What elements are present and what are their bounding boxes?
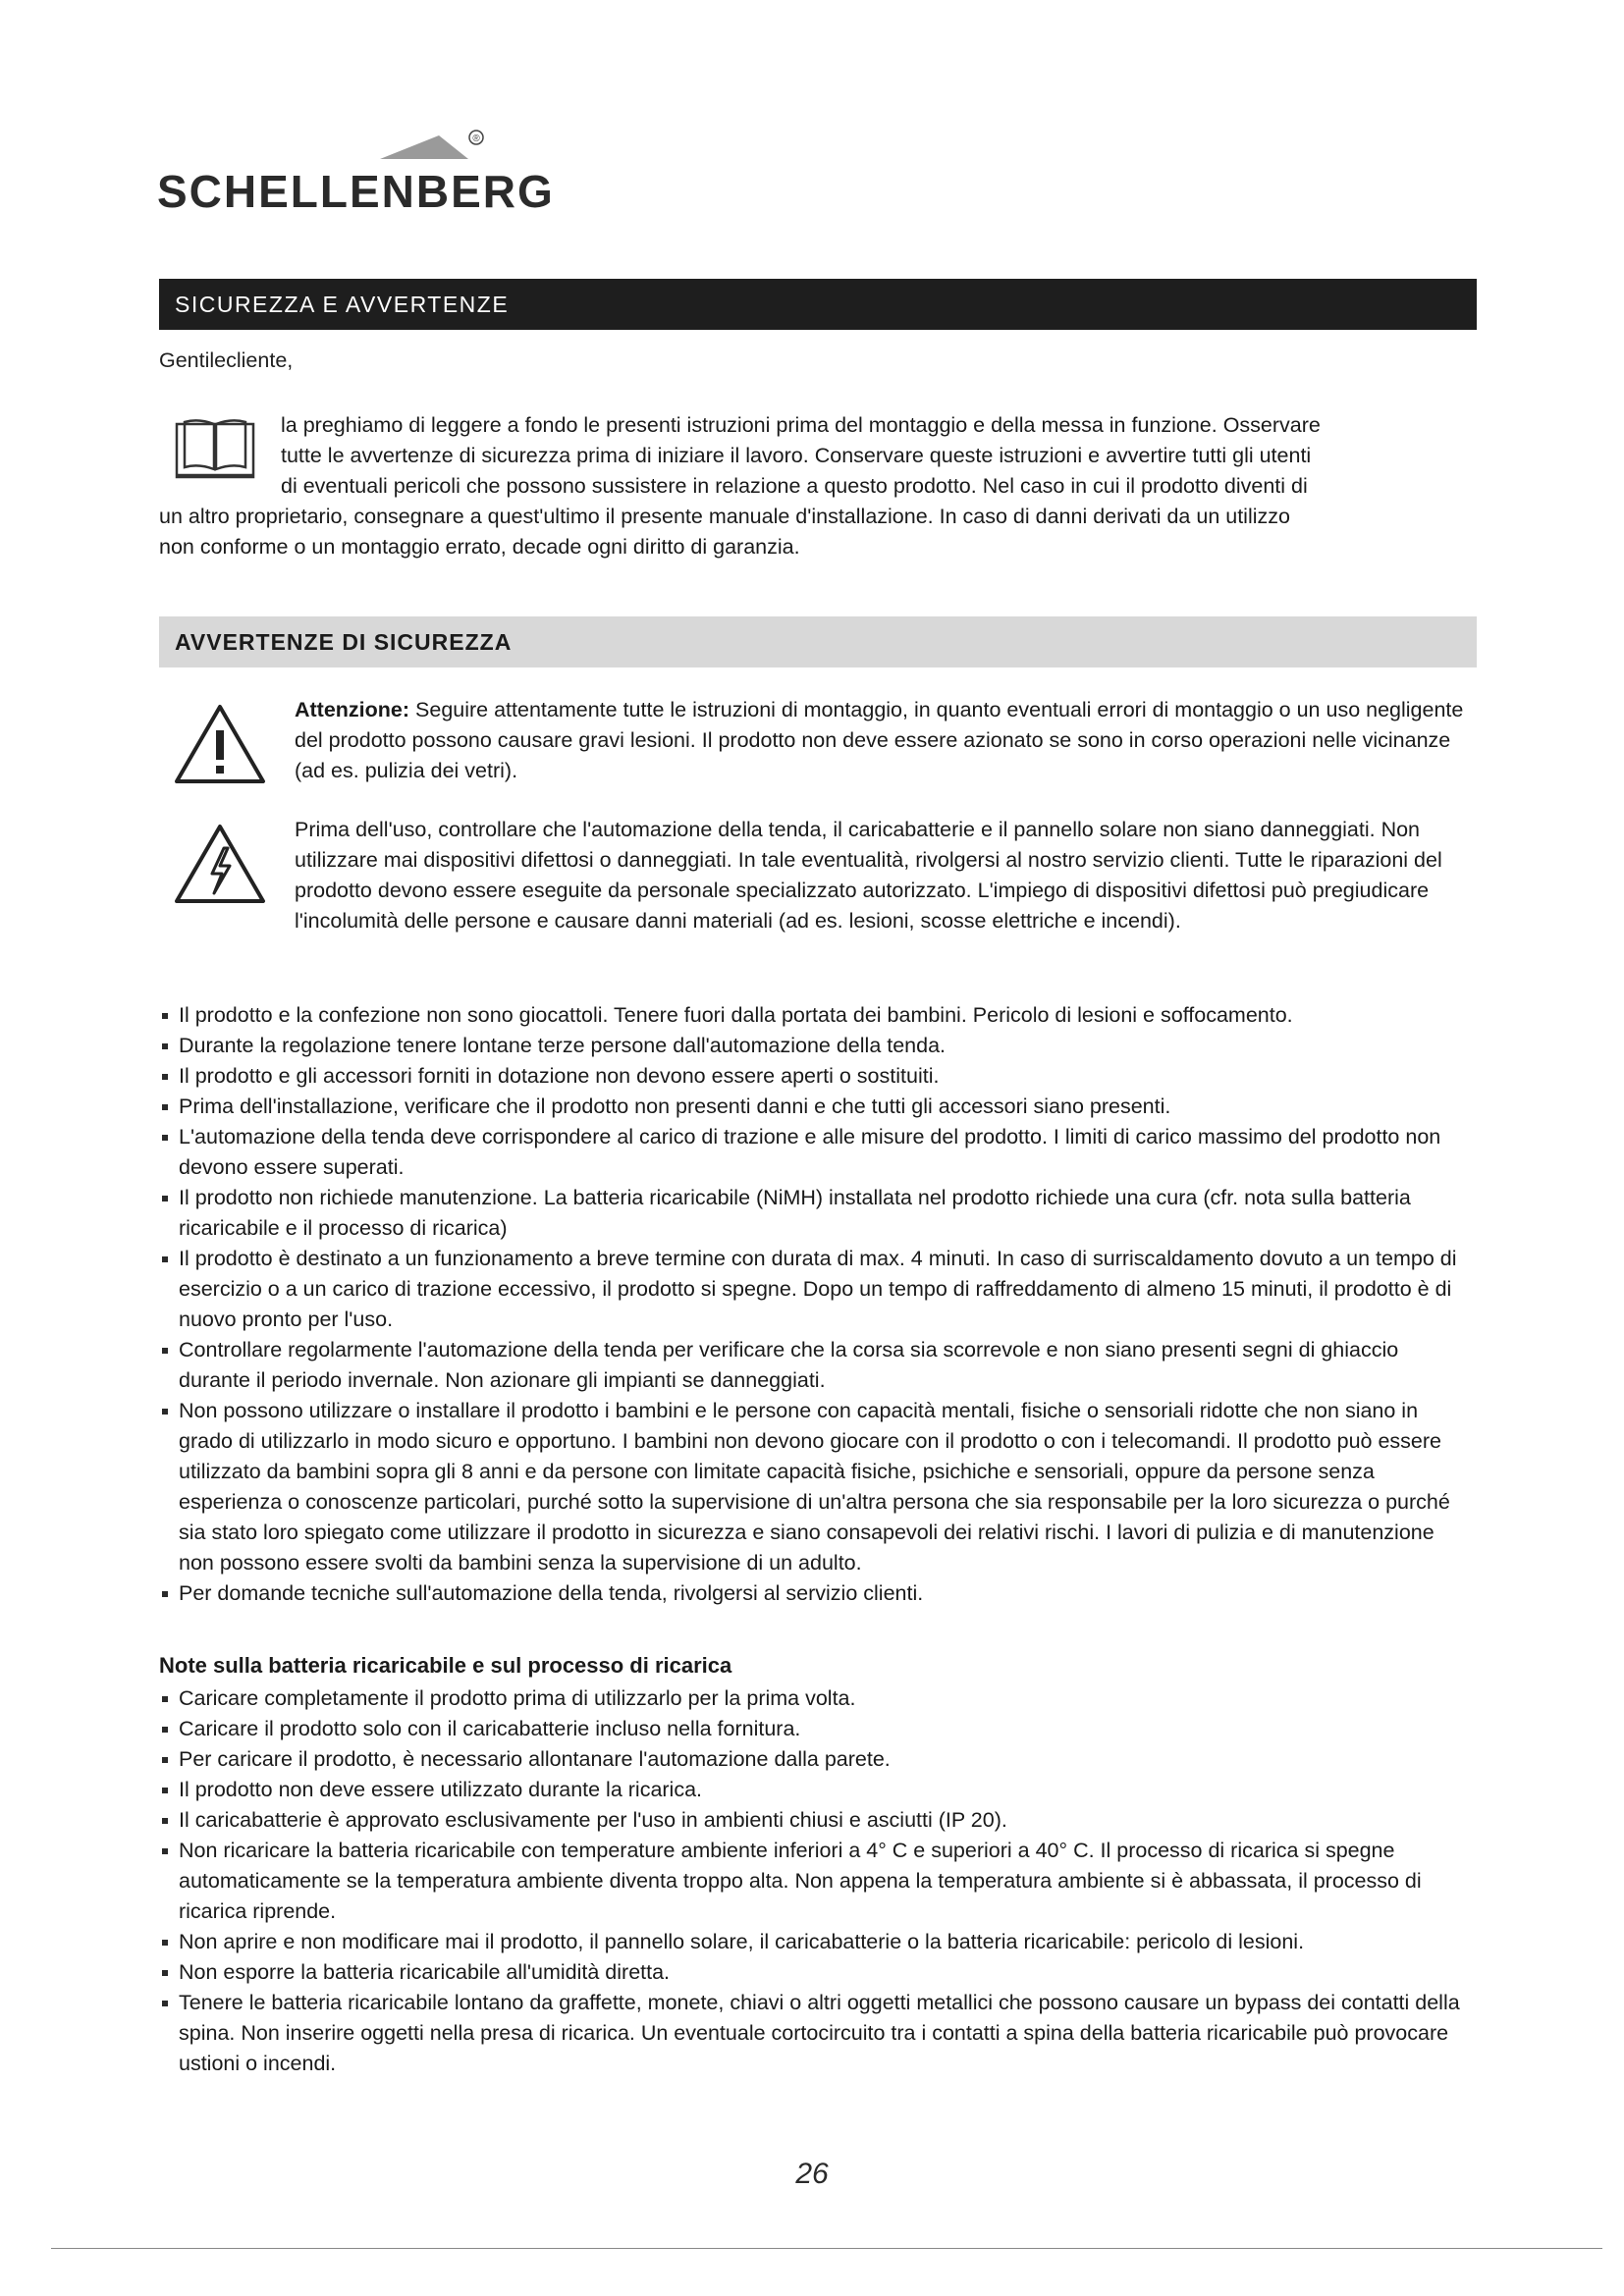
intro-line-1: la preghiamo di leggere a fondo le presenti istruzioni prima del montaggio e della messa in funzione. Osservare	[281, 413, 1321, 437]
safety-bullet-list	[159, 1000, 1475, 1609]
warning-electrical: Prima dell'uso, controllare che l'automazione della tenda, il caricabatterie e il pannello solare non siano danneggiati. Non utilizzare mai dispositivi difettosi o danneggiati. In tale eventualità, rivolgersi al nostro servizio clienti. Tutte le riparazioni del prodotto devono essere eseguite da personale specializzato autorizzato. L'impiego di dispositivi difettosi può pregiudicare l'incolumità delle persone e causare danni materiali (ad es. lesioni, scosse elettriche e incendi).	[295, 818, 1442, 933]
list-item: Il caricabatterie è approvato esclusivamente per l'uso in ambienti chiusi e asciutti (IP 20).	[159, 1805, 1475, 1836]
section-title-safety: SICUREZZA E AVVERTENZE	[159, 279, 1477, 330]
intro-line-3: di eventuali pericoli che possono sussistere in relazione a questo prodotto. Nel caso in cui il prodotto diventi di	[281, 474, 1308, 498]
list-item: L'automazione della tenda deve corrispondere al carico di trazione e alle misure del prodotto. I limiti di carico massimo del prodotto non devono essere superati.	[159, 1122, 1475, 1183]
list-item: Il prodotto e gli accessori forniti in dotazione non devono essere aperti o sostituiti.	[159, 1061, 1475, 1092]
roof-logo-icon	[378, 124, 486, 163]
list-item: Non ricaricare la batteria ricaricabile con temperature ambiente inferiori a 4° C e superiori a 40° C. Il processo di ricarica si spegne automaticamente se la temperatura ambiente diventa troppo alta. Non appena la temperatura ambiente si è abbassata, il processo di ricarica riprende.	[159, 1836, 1475, 1927]
list-item: Prima dell'installazione, verificare che il prodotto non presenti danni e che tutti gli accessori siano presenti.	[159, 1092, 1475, 1122]
intro-line-4: un altro proprietario, consegnare a quest'ultimo il presente manuale d'installazione. In caso di danni derivati da un utilizzo	[159, 505, 1290, 528]
list-item: Non possono utilizzare o installare il prodotto i bambini e le persone con capacità mentali, fisiche o sensoriali ridotte che non siano in grado di utilizzarlo in modo sicuro e opportuno. I bambini non devono giocare con il prodotto o con i telecomandi. Il prodotto può essere utilizzato da bambini sopra gli 8 anni e da persone con limitate capacità fisiche, psichiche e sensoriali, oppure da persone senza esperienza o conoscenze particolari, purché sotto la supervisione di un'altra persona che sia responsabile per la loro sicurezza o purché sia stato loro spiegato come utilizzare il prodotto in sicurezza e siano consapevoli dei relativi rischi. I lavori di pulizia e di manutenzione non possono essere svolti da bambini senza la supervisione di un adulto.	[159, 1396, 1475, 1578]
warning-triangle-icon	[173, 703, 267, 785]
brand-logo	[157, 124, 555, 222]
registered-mark: ®	[472, 133, 480, 144]
list-item: Il prodotto e la confezione non sono giocattoli. Tenere fuori dalla portata dei bambini. Pericolo di lesioni e soffocamento.	[159, 1000, 1475, 1031]
manual-book-icon	[175, 416, 255, 481]
warning-attention-label: Attenzione:	[295, 698, 410, 721]
warning-attention	[295, 695, 1473, 786]
list-item: Non esporre la batteria ricaricabile all'umidità diretta.	[159, 1957, 1475, 1988]
list-item: Controllare regolarmente l'automazione della tenda per verificare che la corsa sia scorrevole e non siano presenti segni di ghiaccio durante il periodo invernale. Non azionare gli impianti se danneggiati.	[159, 1335, 1475, 1396]
list-item: Caricare completamente il prodotto prima di utilizzarlo per la prima volta.	[159, 1683, 1475, 1714]
greeting: Gentilecliente,	[159, 348, 294, 372]
intro-line-5: non conforme o un montaggio errato, decade ogni diritto di garanzia.	[159, 535, 800, 559]
battery-notes-heading: Note sulla batteria ricaricabile e sul processo di ricarica	[159, 1653, 732, 1678]
list-item: Per caricare il prodotto, è necessario allontanare l'automazione dalla parete.	[159, 1744, 1475, 1775]
brand-name: SCHELLENBERG	[157, 166, 555, 217]
page-number: 26	[795, 2158, 829, 2190]
list-item: Caricare il prodotto solo con il caricabatterie incluso nella fornitura.	[159, 1714, 1475, 1744]
list-item: Durante la regolazione tenere lontane terze persone dall'automazione della tenda.	[159, 1031, 1475, 1061]
electrical-hazard-icon	[173, 823, 267, 905]
list-item: Non aprire e non modificare mai il prodotto, il pannello solare, il caricabatterie o la batteria ricaricabile: pericolo di lesioni.	[159, 1927, 1475, 1957]
intro-line-2: tutte le avvertenze di sicurezza prima di iniziare il lavoro. Conservare queste istruzioni e avvertire tutti gli utenti	[281, 444, 1312, 467]
list-item: Il prodotto non richiede manutenzione. La batteria ricaricabile (NiMH) installata nel prodotto richiede una cura (cfr. nota sulla batteria ricaricabile e il processo di ricarica)	[159, 1183, 1475, 1244]
warning-attention-text: Seguire attentamente tutte le istruzioni di montaggio, in quanto eventuali errori di montaggio o un uso negligente del prodotto possono causare gravi lesioni. Il prodotto non deve essere azionato se sono in corso operazioni nelle vicinanze (ad es. pulizia dei vetri).	[295, 698, 1464, 782]
list-item: Il prodotto non deve essere utilizzato durante la ricarica.	[159, 1775, 1475, 1805]
list-item: Tenere le batteria ricaricabile lontano da graffette, monete, chiavi o altri oggetti metallici che possono causare un bypass dei contatti della spina. Non inserire oggetti nella presa di ricarica. Un eventuale cortocircuito tra i contatti a spina della batteria ricaricabile può provocare ustioni o incendi.	[159, 1988, 1475, 2079]
section-title-safety-warnings: AVVERTENZE DI SICUREZZA	[159, 616, 1477, 667]
list-item: Il prodotto è destinato a un funzionamento a breve termine con durata di max. 4 minuti. In caso di surriscaldamento dovuto a un tempo di esercizio o a un carico di trazione eccessivo, il prodotto si spegne. Dopo un tempo di raffreddamento di almeno 15 minuti, il prodotto è di nuovo pronto per l'uso.	[159, 1244, 1475, 1335]
list-item: Per domande tecniche sull'automazione della tenda, rivolgersi al servizio clienti.	[159, 1578, 1475, 1609]
footer-divider	[51, 2248, 1602, 2249]
battery-bullet-list	[159, 1683, 1475, 2079]
